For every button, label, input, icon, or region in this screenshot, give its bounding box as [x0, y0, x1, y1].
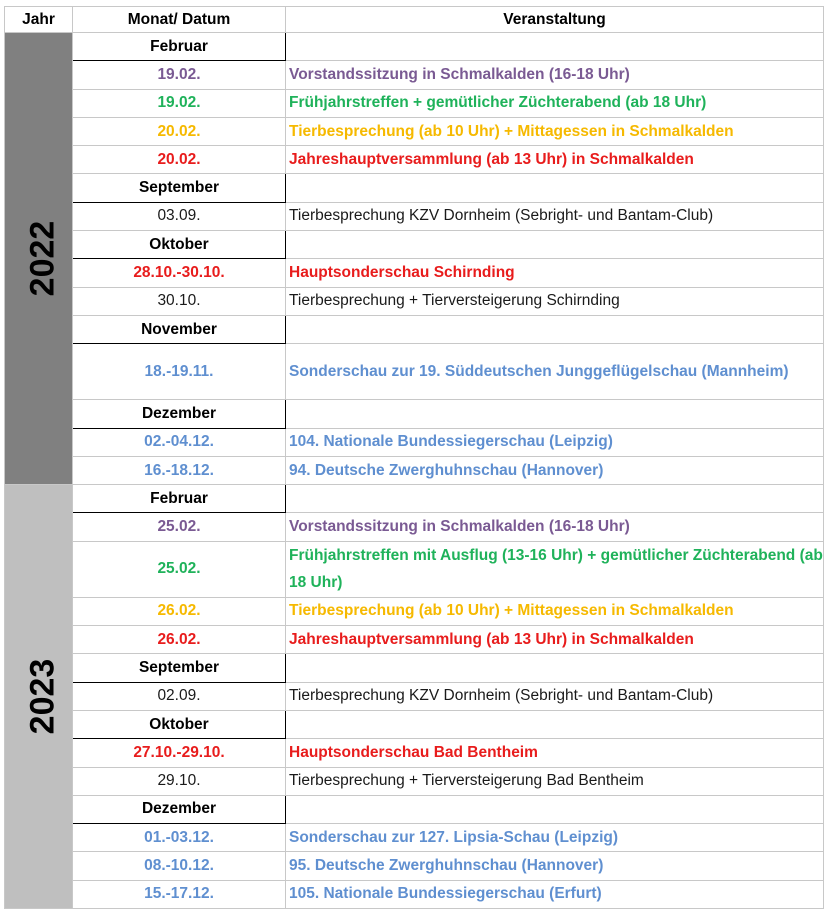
- event-row: [5, 513, 824, 541]
- month-empty-cell: [286, 231, 824, 259]
- event-row: [5, 117, 824, 145]
- event-row: [5, 456, 824, 484]
- event-date: 29.10.: [73, 767, 286, 795]
- event-date: 18.-19.11.: [73, 344, 286, 400]
- event-date: 26.02.: [73, 597, 286, 625]
- event-row: [5, 428, 824, 456]
- header-month-date: Monat/ Datum: [73, 7, 286, 33]
- event-title: Frühjahrstreffen + gemütlicher Züchterabend (ab 18 Uhr): [286, 89, 824, 117]
- event-date: 26.02.: [73, 626, 286, 654]
- event-title: Tierbesprechung (ab 10 Uhr) + Mittagessen in Schmalkalden: [286, 117, 824, 145]
- month-row: [5, 315, 824, 343]
- events-table: [4, 6, 824, 909]
- month-label: September: [73, 654, 286, 682]
- month-row: [5, 33, 824, 61]
- month-label: Oktober: [73, 710, 286, 738]
- event-title: Sonderschau zur 19. Süddeutschen Junggeflügelschau (Mannheim): [286, 344, 824, 400]
- event-date: 01.-03.12.: [73, 824, 286, 852]
- header-event: Veranstaltung: [286, 7, 824, 33]
- event-title: Vorstandssitzung in Schmalkalden (16-18 Uhr): [286, 513, 824, 541]
- month-row: [5, 795, 824, 823]
- month-row: [5, 400, 824, 428]
- event-row: [5, 880, 824, 908]
- month-empty-cell: [286, 33, 824, 61]
- month-empty-cell: [286, 710, 824, 738]
- month-label: Februar: [73, 485, 286, 513]
- event-date: 19.02.: [73, 89, 286, 117]
- event-row: [5, 597, 824, 625]
- year-label: 2023: [23, 658, 62, 735]
- event-row: [5, 287, 824, 315]
- event-row: [5, 767, 824, 795]
- event-date: 03.09.: [73, 202, 286, 230]
- event-title: Hauptsonderschau Schirnding: [286, 259, 824, 287]
- event-title: Hauptsonderschau Bad Bentheim: [286, 739, 824, 767]
- month-empty-cell: [286, 485, 824, 513]
- event-title: Tierbesprechung KZV Dornheim (Sebright- und Bantam-Club): [286, 682, 824, 710]
- month-row: [5, 485, 824, 513]
- event-row: [5, 61, 824, 89]
- event-row: [5, 626, 824, 654]
- event-row: [5, 541, 824, 597]
- month-label: Dezember: [73, 795, 286, 823]
- event-row: [5, 824, 824, 852]
- event-row: [5, 682, 824, 710]
- event-row: [5, 146, 824, 174]
- event-date: 25.02.: [73, 541, 286, 597]
- event-date: 30.10.: [73, 287, 286, 315]
- month-empty-cell: [286, 174, 824, 202]
- event-date: 02.-04.12.: [73, 428, 286, 456]
- month-label: Februar: [73, 33, 286, 61]
- month-label: November: [73, 315, 286, 343]
- event-date: 19.02.: [73, 61, 286, 89]
- year-label: 2022: [23, 220, 62, 297]
- events-body: [5, 33, 824, 909]
- year-cell: [5, 485, 73, 909]
- event-date: 25.02.: [73, 513, 286, 541]
- event-title: Tierbesprechung (ab 10 Uhr) + Mittagessen in Schmalkalden: [286, 597, 824, 625]
- month-row: [5, 174, 824, 202]
- month-empty-cell: [286, 795, 824, 823]
- event-title: Frühjahrstreffen mit Ausflug (13-16 Uhr) + gemütlicher Züchterabend (ab 18 Uhr): [286, 541, 824, 597]
- month-label: Dezember: [73, 400, 286, 428]
- month-label: September: [73, 174, 286, 202]
- event-title: Tierbesprechung KZV Dornheim (Sebright- und Bantam-Club): [286, 202, 824, 230]
- month-row: [5, 231, 824, 259]
- event-date: 20.02.: [73, 117, 286, 145]
- event-row: [5, 344, 824, 400]
- event-title: 104. Nationale Bundessiegerschau (Leipzig): [286, 428, 824, 456]
- event-date: 08.-10.12.: [73, 852, 286, 880]
- event-date: 16.-18.12.: [73, 456, 286, 484]
- event-title: 105. Nationale Bundessiegerschau (Erfurt): [286, 880, 824, 908]
- header-row: [5, 7, 824, 33]
- event-row: [5, 259, 824, 287]
- event-title: Jahreshauptversammlung (ab 13 Uhr) in Schmalkalden: [286, 626, 824, 654]
- event-row: [5, 739, 824, 767]
- event-title: Vorstandssitzung in Schmalkalden (16-18 Uhr): [286, 61, 824, 89]
- month-row: [5, 710, 824, 738]
- event-date: 20.02.: [73, 146, 286, 174]
- year-cell: [5, 33, 73, 485]
- month-empty-cell: [286, 315, 824, 343]
- month-empty-cell: [286, 654, 824, 682]
- event-date: 27.10.-29.10.: [73, 739, 286, 767]
- month-label: Oktober: [73, 231, 286, 259]
- event-title: Jahreshauptversammlung (ab 13 Uhr) in Schmalkalden: [286, 146, 824, 174]
- event-date: 28.10.-30.10.: [73, 259, 286, 287]
- event-title: Sonderschau zur 127. Lipsia-Schau (Leipzig): [286, 824, 824, 852]
- event-title: 94. Deutsche Zwerghuhnschau (Hannover): [286, 456, 824, 484]
- event-title: Tierbesprechung + Tierversteigerung Schirnding: [286, 287, 824, 315]
- event-title: Tierbesprechung + Tierversteigerung Bad Bentheim: [286, 767, 824, 795]
- event-date: 15.-17.12.: [73, 880, 286, 908]
- event-row: [5, 852, 824, 880]
- event-row: [5, 89, 824, 117]
- month-row: [5, 654, 824, 682]
- event-row: [5, 202, 824, 230]
- event-title: 95. Deutsche Zwerghuhnschau (Hannover): [286, 852, 824, 880]
- event-date: 02.09.: [73, 682, 286, 710]
- month-empty-cell: [286, 400, 824, 428]
- header-year: Jahr: [5, 7, 73, 33]
